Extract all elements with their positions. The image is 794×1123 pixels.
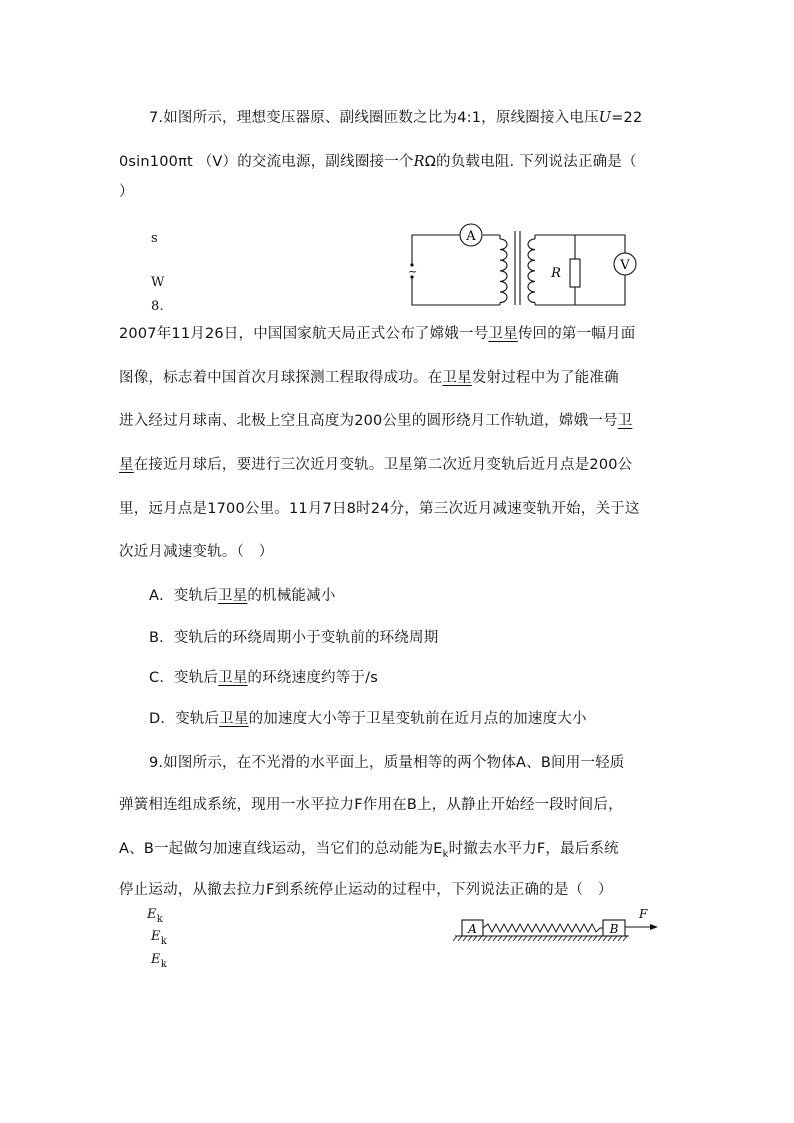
q8-line-2-post: 发射过程中为了能准确	[471, 370, 619, 386]
ammeter-label: A	[466, 229, 476, 244]
hatch-line	[568, 936, 572, 941]
q8-option-d-post: 的加速度大小等于卫星变轨前在近月点的加速度大小	[248, 711, 587, 727]
q8-line-5	[119, 499, 640, 519]
spring	[483, 924, 603, 932]
q8-option-c-underlined: 卫星	[218, 670, 248, 686]
q8-line-1	[119, 324, 635, 344]
hatch-line	[503, 936, 507, 941]
q7-line2	[119, 152, 637, 172]
q9-ek-2	[151, 927, 167, 948]
hatch-line	[453, 936, 457, 941]
q8-option-b-pre: B．变轨后的环绕周期小于变轨前的环绕周期	[149, 630, 439, 646]
q7-line2-text-a: 0sin100πt （V）的交流电源，副线圈接一个	[119, 154, 414, 170]
hatch-line	[533, 936, 537, 941]
hatch-line	[473, 936, 477, 941]
q8-line-1-post: 传回的第一幅月面	[517, 326, 636, 342]
hatch-line	[483, 936, 487, 941]
hatch-line	[463, 936, 467, 941]
q8-line-3-pre: 进入经过月球南、北极上空且高度为200公里的圆形绕月工作轨道，嫦娥一号	[119, 413, 618, 429]
block-a-label: A	[468, 922, 477, 936]
q9-line3-text-a: A、B一起做匀加速直线运动，当它们的总动能为E	[119, 841, 443, 857]
hatch-line	[578, 936, 582, 941]
q9-ek-1	[147, 905, 163, 926]
q8-option-c-pre: C．变轨后	[149, 670, 219, 686]
hatch-line	[608, 936, 612, 941]
force-label: F	[639, 907, 648, 921]
q8-option-a-pre: A．变轨后	[149, 588, 218, 604]
q8-option-d-pre: D．变轨后	[149, 711, 220, 727]
q8-option-b	[149, 628, 438, 648]
hatch-line	[458, 936, 462, 941]
q8-line-1-pre: 2007年11月26日，中国国家航天局正式公布了嫦娥一号	[119, 326, 489, 342]
q8-line-4-post: 在接近月球后，要进行三次近月变轨。卫星第二次近月变轨后近月点是200公	[133, 457, 633, 473]
q9-ek-3-main: E	[151, 952, 161, 967]
q9-line2: 弹簧相连组成系统，现用一水平拉力F作用在B上，从静止开始经一段时间后，	[119, 797, 623, 813]
q9-ek-3-sub: k	[160, 959, 167, 970]
hatch-line	[543, 936, 547, 941]
q8-number: 8.	[151, 299, 164, 314]
q7-line3: ）	[119, 184, 134, 200]
q9-line3-text-b: 时撤去水平力F，最后系统	[448, 841, 619, 857]
hatch-line	[498, 936, 502, 941]
q9-ek-2-main: E	[151, 929, 161, 944]
hatch-line	[618, 936, 622, 941]
resistor-icon	[570, 259, 580, 287]
hatch-line	[518, 936, 522, 941]
q8-line-4-underlined: 星	[119, 457, 134, 473]
hatch-line	[548, 936, 552, 941]
q8-option-c-post: 的环绕速度约等于/s	[247, 670, 378, 686]
q7-line1-text-a: 7.如图所示，理想变压器原、副线圈匝数之比为4:1，原线圈接入电压	[149, 110, 599, 126]
hatch-line	[488, 936, 492, 941]
q8-option-d-underlined: 卫星	[219, 711, 249, 727]
q9-ek-2-sub: k	[160, 936, 167, 947]
q8-line-2-underlined: 卫星	[442, 370, 472, 386]
q8-line-1-underlined: 卫星	[488, 326, 518, 342]
ac-source-symbol: ~	[408, 265, 418, 278]
hatch-line	[493, 936, 497, 941]
resistor-label: R	[551, 266, 561, 281]
hatch-line	[508, 936, 512, 941]
hatch-line	[558, 936, 562, 941]
q7-line1	[149, 108, 642, 128]
ground-hatching	[453, 936, 627, 941]
q8-line-5-pre: 里，远月点是1700公里。11月7日8时24分，第三次近月减速变轨开始，关于这	[119, 501, 640, 517]
q7-line1-text-b: =22	[611, 110, 643, 126]
hatch-line	[468, 936, 472, 941]
voltmeter-label: V	[620, 258, 630, 273]
hatch-line	[598, 936, 602, 941]
hatch-line	[583, 936, 587, 941]
q7-stray-w: W	[151, 275, 165, 290]
hatch-line	[553, 936, 557, 941]
force-arrow-head	[650, 924, 658, 930]
hatch-line	[613, 936, 617, 941]
q8-option-a-post: 的机械能减小	[247, 588, 336, 604]
hatch-line	[588, 936, 592, 941]
transformer-circuit-diagram	[405, 225, 655, 305]
q9-line1: 9.如图所示，在不光滑的水平面上，质量相等的两个物体A、B间用一轻质	[149, 755, 625, 771]
q8-option-d	[149, 709, 587, 729]
q8-option-a-underlined: 卫星	[217, 588, 248, 604]
q9-ek-1-main: E	[147, 907, 157, 922]
q8-line-4	[119, 455, 632, 475]
hatch-line	[538, 936, 542, 941]
q9-line4: 停止运动，从撤去拉力F到系统停止运动的过程中，下列说法正确的是（ ）	[119, 882, 613, 898]
q9-ek-1-sub: k	[156, 914, 163, 925]
q8-line-6-pre: 次近月减速变轨。（ ）	[119, 544, 274, 560]
hatch-line	[573, 936, 577, 941]
hatch-line	[528, 936, 532, 941]
q7-line1-var-u: U	[598, 110, 612, 126]
q8-option-a	[149, 586, 336, 606]
hatch-line	[523, 936, 527, 941]
block-b-label: B	[609, 922, 619, 936]
hatch-line	[513, 936, 517, 941]
q7-line2-var-r: R	[413, 154, 425, 170]
hatch-line	[603, 936, 607, 941]
q7-line2-text-b: Ω的负载电阻. 下列说法正确是（	[424, 154, 637, 170]
hatch-line	[478, 936, 482, 941]
q8-option-c	[149, 668, 378, 688]
q9-ek-3	[151, 950, 167, 971]
q8-line-2	[119, 368, 619, 388]
q7-stray-s: s	[151, 231, 158, 246]
q8-line-3-underlined: 卫	[617, 413, 633, 429]
q8-line-3	[119, 411, 632, 431]
hatch-line	[563, 936, 567, 941]
q8-line-2-pre: 图像，标志着中国首次月球探测工程取得成功。在	[119, 370, 443, 386]
q9-line3-sub: k	[442, 849, 449, 860]
hatch-line	[593, 936, 597, 941]
spring-blocks-diagram	[455, 905, 665, 941]
q9-line3	[119, 839, 619, 861]
q8-line-6	[119, 542, 273, 562]
hatch-line	[623, 936, 627, 941]
